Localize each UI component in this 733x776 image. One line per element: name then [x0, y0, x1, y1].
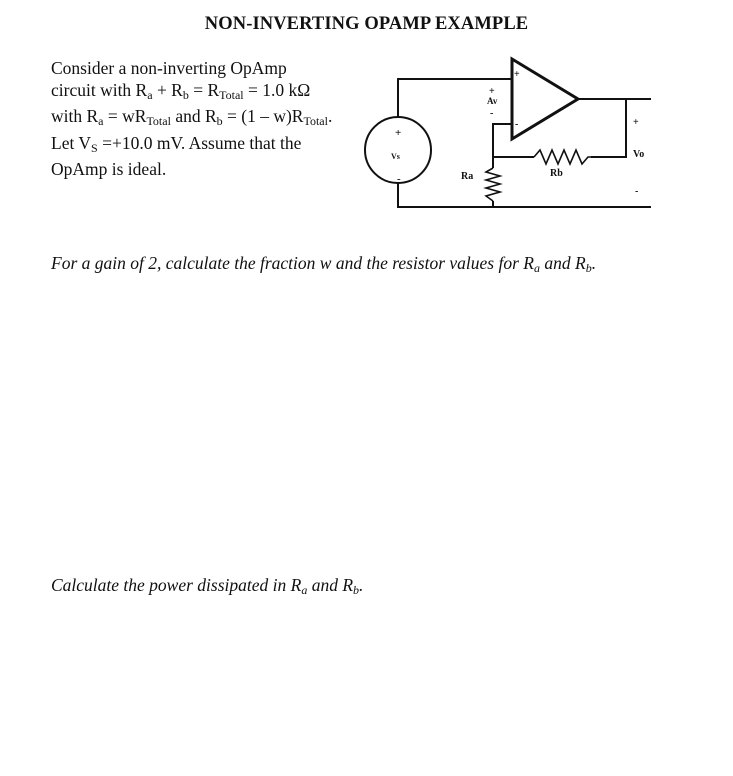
- text-segment: Let V: [51, 132, 92, 153]
- text-segment: = (1 – w)R: [222, 106, 304, 126]
- text-segment: Calculate the power dissipated in R: [51, 575, 302, 595]
- statement-line-1: Consider a non-inverting OpAmp: [51, 58, 287, 78]
- statement-line-5: OpAmp is ideal.: [51, 159, 167, 179]
- wire-top-left: [398, 79, 493, 117]
- text-segment: For a gain of 2, calculate the fraction w and the resistor values for R: [51, 253, 534, 273]
- text-segment: and R: [540, 253, 586, 273]
- text-segment: .: [359, 575, 364, 595]
- subscript: b: [585, 261, 592, 275]
- text-segment: and R: [170, 106, 217, 126]
- source-label: Vs: [391, 152, 400, 161]
- text-segment: and R: [307, 575, 354, 595]
- output-plus-sign: +: [633, 117, 639, 128]
- question-1: [51, 253, 596, 276]
- opamp-plus-sign: +: [514, 69, 520, 80]
- circuit-diagram: [362, 55, 657, 215]
- resistor-ra: [486, 168, 500, 201]
- gain-label: Av: [487, 96, 498, 106]
- subscript: a: [147, 87, 153, 102]
- subscript: a: [301, 583, 308, 597]
- page-title: NON-INVERTING OPAMP EXAMPLE: [204, 14, 529, 34]
- subscript: Total: [146, 114, 171, 128]
- problem-statement: [51, 58, 361, 181]
- subscript: b: [182, 87, 189, 102]
- statement-line-3: [51, 106, 361, 133]
- statement-line-2: [51, 80, 361, 107]
- input-minus-sign: -: [490, 108, 494, 119]
- question-2: [51, 575, 363, 598]
- output-label: Vo: [633, 149, 645, 160]
- text-segment: =+10.0 mV. Assume that the: [97, 132, 302, 153]
- wire-inverting-input: [493, 124, 512, 157]
- statement-line-4: [51, 133, 361, 160]
- subscript: S: [91, 140, 98, 155]
- text-segment: + R: [152, 79, 183, 100]
- text-segment: = R: [188, 79, 220, 100]
- subscript: b: [353, 583, 360, 597]
- text-segment: with R: [51, 106, 99, 126]
- text-segment: .: [327, 106, 333, 126]
- input-plus-sign: +: [489, 86, 495, 97]
- opamp-triangle: [512, 59, 578, 139]
- source-minus-sign: -: [397, 173, 401, 185]
- opamp-minus-sign: -: [515, 119, 519, 130]
- ra-label: Ra: [461, 171, 474, 182]
- rb-label: Rb: [550, 168, 563, 179]
- text-segment: = 1.0 kΩ: [243, 79, 311, 100]
- resistor-rb: [534, 150, 591, 164]
- wire-bottom: [398, 183, 651, 207]
- output-minus-sign: -: [635, 186, 639, 197]
- text-segment: .: [591, 253, 597, 273]
- subscript: a: [98, 114, 104, 128]
- wire-feedback-right: [591, 99, 626, 157]
- subscript: Total: [303, 114, 328, 128]
- subscript: Total: [219, 87, 244, 102]
- subscript: a: [534, 261, 540, 275]
- subscript: b: [216, 114, 223, 128]
- source-plus-sign: +: [395, 127, 402, 139]
- text-segment: = wR: [103, 106, 147, 126]
- text-segment: circuit with R: [51, 79, 148, 100]
